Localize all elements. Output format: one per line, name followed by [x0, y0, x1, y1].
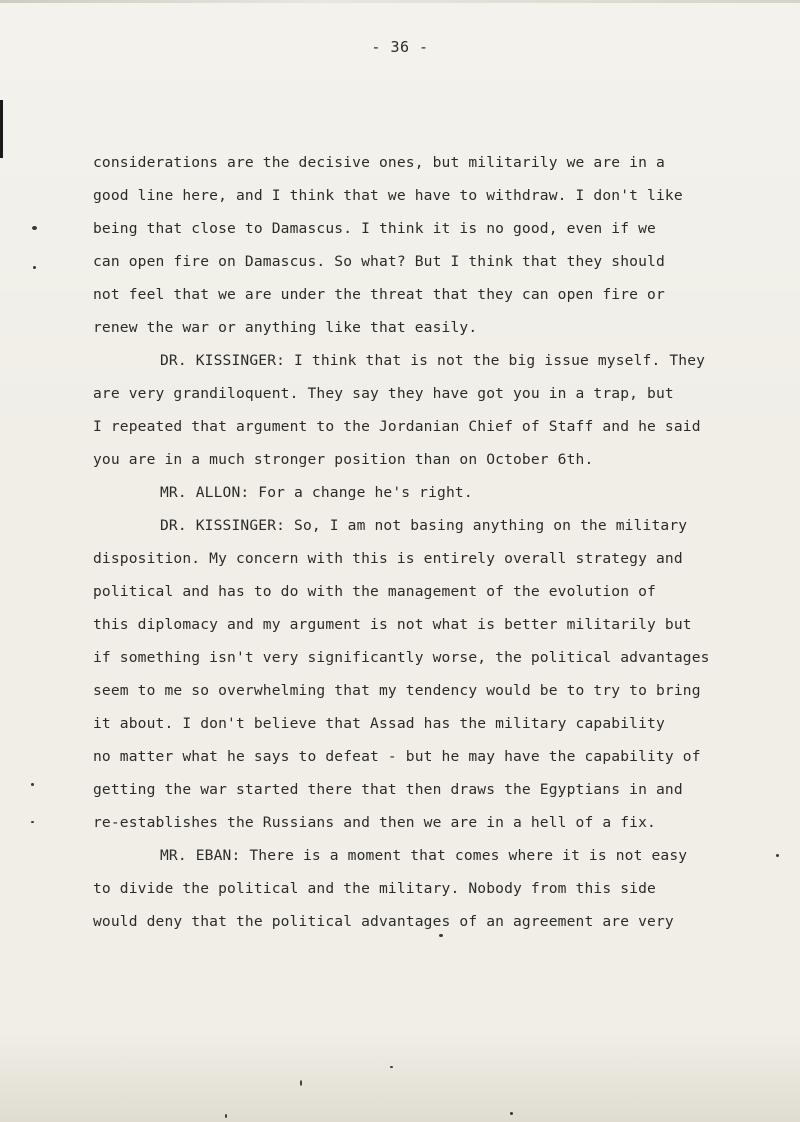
scan-speck [31, 783, 34, 786]
body-line: not feel that we are under the threat that they can open fire or [93, 286, 665, 303]
body-line: getting the war started there that then draws the Egyptians in and [93, 781, 683, 798]
page-top-edge [0, 0, 800, 3]
scan-speck [31, 821, 34, 823]
scan-speck [390, 1066, 393, 1068]
body-line: would deny that the political advantages of an agreement are very [93, 913, 674, 930]
scan-speck [225, 1114, 227, 1118]
body-line: to divide the political and the military. Nobody from this side [93, 880, 656, 897]
body-line: if something isn't very significantly worse, the political advantages [93, 649, 710, 666]
scan-speck [32, 226, 37, 230]
body-line: disposition. My concern with this is entirely overall strategy and [93, 550, 683, 567]
page-number: - 36 - [371, 38, 429, 56]
body-line: this diplomacy and my argument is not what is better militarily but [93, 616, 692, 633]
body-line: seem to me so overwhelming that my tendency would be to try to bring [93, 682, 701, 699]
scan-speck [776, 854, 779, 857]
body-line: are very grandiloquent. They say they have got you in a trap, but [93, 385, 674, 402]
speaker-line: DR. KISSINGER: I think that is not the big issue myself. They [160, 352, 706, 369]
scan-speck [439, 934, 443, 937]
body-line: being that close to Damascus. I think it is no good, even if we [93, 220, 656, 237]
speaker-line: MR. ALLON: For a change he's right. [160, 484, 473, 501]
scan-speck [510, 1112, 513, 1115]
body-line: can open fire on Damascus. So what? But I think that they should [93, 253, 665, 270]
body-line: I repeated that argument to the Jordanian Chief of Staff and he said [93, 418, 701, 435]
body-line: re-establishes the Russians and then we are in a hell of a fix. [93, 814, 656, 831]
body-line: considerations are the decisive ones, but militarily we are in a [93, 154, 665, 171]
scan-speck [33, 266, 36, 269]
body-line: you are in a much stronger position than on October 6th. [93, 451, 594, 468]
speaker-line: MR. EBAN: There is a moment that comes where it is not easy [160, 847, 688, 864]
binding-mark [0, 100, 3, 158]
body-line: it about. I don't believe that Assad has the military capability [93, 715, 665, 732]
body-line: no matter what he says to defeat - but he may have the capability of [93, 748, 701, 765]
body-line: political and has to do with the management of the evolution of [93, 583, 656, 600]
body-line: good line here, and I think that we have to withdraw. I don't like [93, 187, 683, 204]
speaker-line: DR. KISSINGER: So, I am not basing anything on the military [160, 517, 688, 534]
body-line: renew the war or anything like that easily. [93, 319, 478, 336]
scan-speck [300, 1080, 302, 1086]
